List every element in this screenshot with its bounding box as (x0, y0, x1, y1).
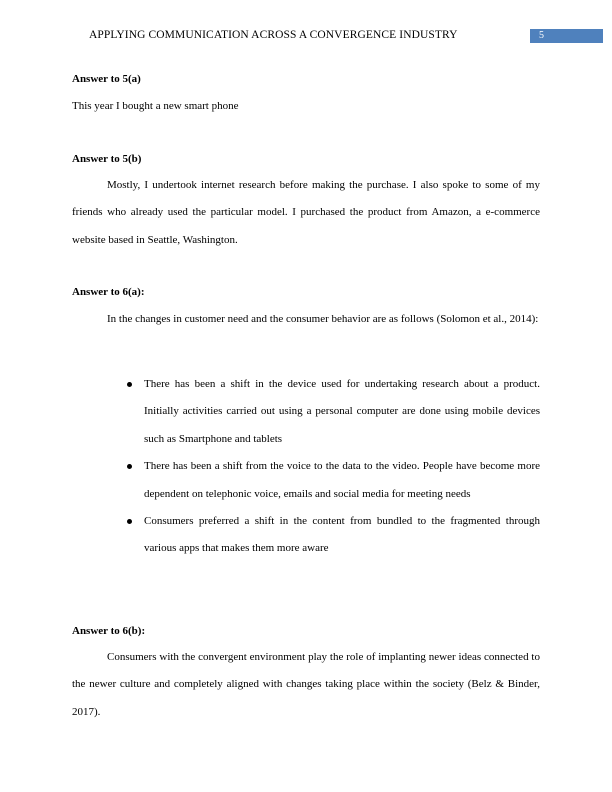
heading-answer-5b: Answer to 5(b) (72, 153, 142, 165)
bullet-item (144, 371, 540, 453)
bullet-text: There has been a shift from the voice to the data to the video. People have become more dependent on telephonic voice, emails and social media for meeting needs (144, 460, 540, 500)
answer-5b-paragraph: Mostly, I undertook internet research before making the purchase. I also spoke to some of my friends who already used the particular model. I purchased the product from Amazon, a e-commerce website based in Seattle, Washington. (72, 179, 540, 246)
answer-6b-paragraph: Consumers with the convergent environment play the role of implanting newer ideas connected to the newer culture and completely aligned with changes taking place within the society (Belz & Binder, 2017). (72, 651, 540, 718)
bullet-text: Consumers preferred a shift in the content from bundled to the fragmented through various apps that makes them more aware (144, 515, 540, 555)
answer-6a-bullet-list (144, 371, 540, 563)
page-number: 5 (530, 29, 603, 43)
running-head-title: APPLYING COMMUNICATION ACROSS A CONVERGENCE INDUSTRY (89, 29, 458, 41)
heading-answer-6a: Answer to 6(a): (72, 286, 145, 298)
bullet-dot-icon (127, 519, 132, 524)
bullet-text: There has been a shift in the device used for undertaking research about a product. Initially activities carried out using a personal computer are done using mobile devices such as Smartphone and tablets (144, 378, 540, 445)
bullet-dot-icon (127, 382, 132, 387)
bullet-dot-icon (127, 464, 132, 469)
answer-5a-text: This year I bought a new smart phone (72, 100, 239, 112)
answer-6a-paragraph: In the changes in customer need and the consumer behavior are as follows (Solomon et al., 2014): (107, 313, 539, 325)
heading-answer-5a: Answer to 5(a) (72, 73, 141, 85)
heading-answer-6b: Answer to 6(b): (72, 625, 146, 637)
bullet-item (144, 508, 540, 563)
bullet-item (144, 453, 540, 508)
